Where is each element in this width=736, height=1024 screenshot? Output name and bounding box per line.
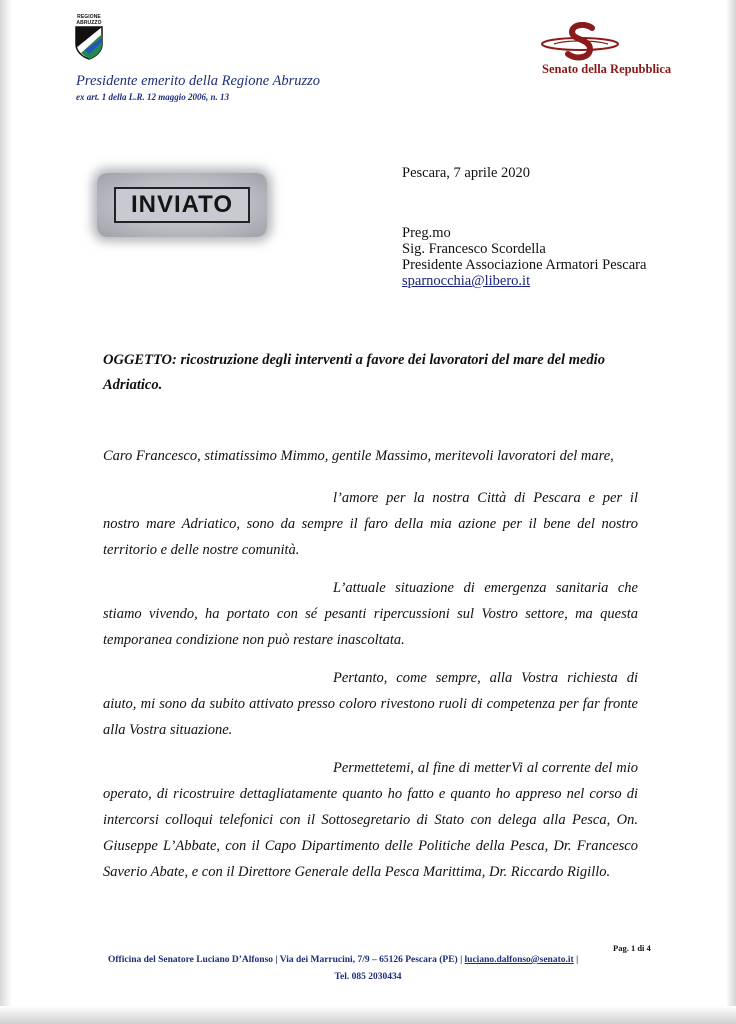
letter-greeting: Caro Francesco, stimatissimo Mimmo, gentile Massimo, meritevoli lavoratori del mare, bbox=[103, 448, 614, 464]
footer-phone: Tel. 085 2030434 bbox=[334, 972, 402, 982]
recipient-block bbox=[402, 225, 646, 289]
place-date: Pescara, 7 aprile 2020 bbox=[402, 165, 531, 181]
inviato-stamp bbox=[97, 173, 267, 237]
recipient-name: Sig. Francesco Scordella bbox=[402, 241, 546, 257]
crest-label bbox=[74, 14, 104, 26]
senate-s-emblem-icon bbox=[530, 22, 700, 64]
page-edge-shadow-left bbox=[0, 0, 12, 1024]
footer-office: Officina del Senatore Luciano D’Alfonso | Via dei Marrucini, 7/9 – 65126 Pescara (PE) | bbox=[108, 955, 463, 965]
senate-logo bbox=[530, 22, 700, 78]
body-paragraph: l’amore per la nostra Città di Pescara e per il nostro mare Adriatico, sono da sempre il faro della mia azione per il bene del nostro territorio e delle nostre comunità. bbox=[103, 490, 638, 558]
letter-body bbox=[103, 443, 638, 897]
recipient-salutation: Preg.mo bbox=[402, 225, 451, 241]
issuer-title: Presidente emerito della Regione Abruzzo bbox=[76, 73, 321, 89]
footer-separator: | bbox=[576, 955, 579, 965]
crest-shield-icon bbox=[75, 26, 103, 60]
footer-email-link[interactable]: luciano.dalfonso@senato.it bbox=[464, 955, 574, 965]
recipient-email-link[interactable]: sparnocchia@libero.it bbox=[402, 273, 531, 289]
issuer-subtitle: ex art. 1 della L.R. 12 maggio 2006, n. 13 bbox=[76, 92, 229, 102]
body-paragraph: Permettetemi, al fine di metterVi al corrente del mio operato, di ricostruire dettagliatamente quanto ho fatto e quanto ho appreso nel corso di intercorsi colloqui telefonici con il Sottosegretario di Stato con delega alla Pesca, On. Giuseppe L’Abbate, con il Capo Dipartimento delle Politiche della Pesca, Dr. Francesco Saverio Abate, e con il Direttore Generale della Pesca Marittima, Dr. Riccardo Rigillo. bbox=[103, 760, 638, 880]
senate-name: Senato della Repubblica bbox=[542, 62, 672, 76]
page-edge-shadow-right bbox=[726, 0, 736, 1024]
stamp-frame bbox=[114, 187, 250, 223]
letter-subject: OGGETTO: ricostruzione degli interventi a favore dei lavoratori del mare del medio Adriatico. bbox=[103, 352, 605, 393]
crest-label-line2: ABRUZZO bbox=[76, 20, 102, 26]
regione-abruzzo-crest bbox=[74, 14, 104, 60]
body-paragraph: L’attuale situazione di emergenza sanitaria che stiamo vivendo, ha portato con sé pesanti ripercussioni sul Vostro settore, ma questa temporanea condizione non può restare inascoltata. bbox=[103, 580, 638, 648]
recipient-role: Presidente Associazione Armatori Pescara bbox=[402, 257, 647, 273]
crest-label-line1: REGIONE bbox=[77, 14, 101, 20]
stamp-text: INVIATO bbox=[130, 191, 234, 218]
body-paragraph: Pertanto, come sempre, alla Vostra richiesta di aiuto, mi sono da subito attivato presso coloro rivestono ruoli di competenza per far fronte alla Vostra situazione. bbox=[103, 670, 638, 738]
page-number: Pag. 1 di 4 bbox=[613, 943, 651, 953]
footer-address bbox=[108, 955, 636, 965]
page-edge-shadow-bottom bbox=[0, 1006, 736, 1024]
